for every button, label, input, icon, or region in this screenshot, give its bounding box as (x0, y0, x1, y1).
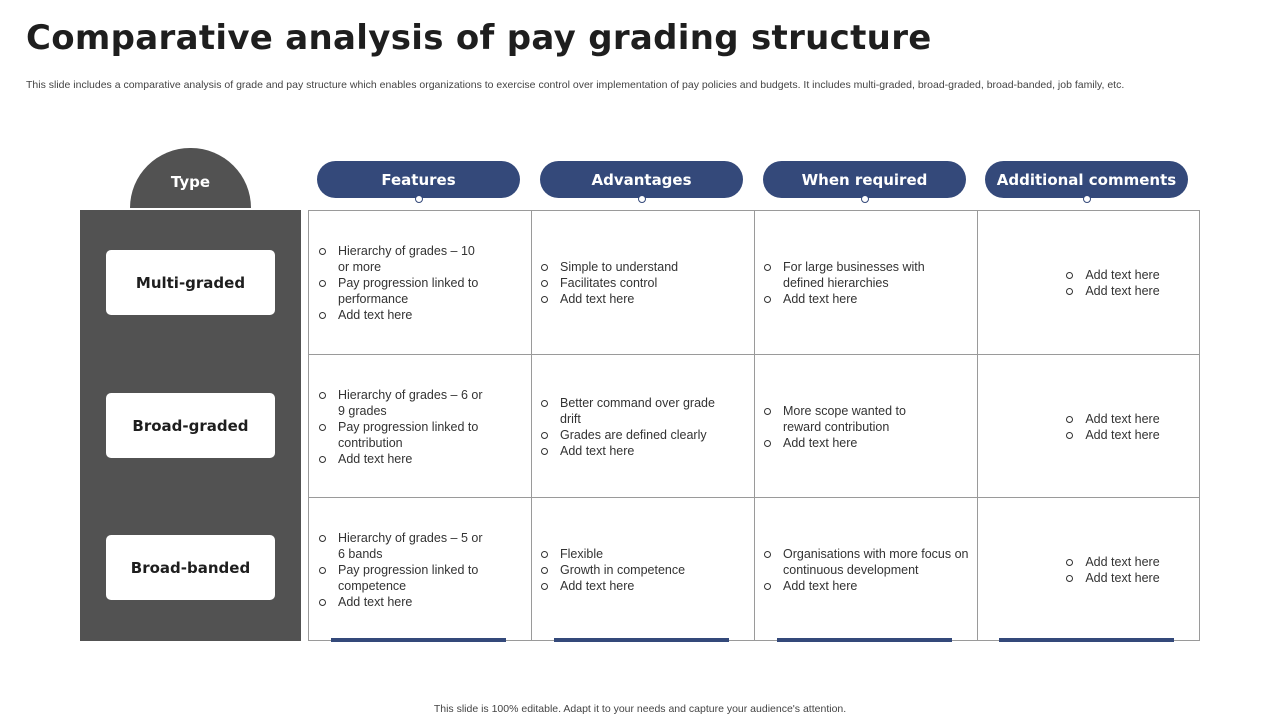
column-accent-bar (554, 638, 729, 642)
column-accent-bar (999, 638, 1174, 642)
column-header-additional-comments (985, 161, 1188, 198)
header-connector-dot (1083, 195, 1091, 203)
footer-note: This slide is 100% editable. Adapt it to your needs and capture your audience's attention. (433, 703, 847, 715)
list-item: Pay progression linked to contribution (319, 419, 489, 451)
type-box-broad-graded (106, 393, 275, 458)
type-box-broad-banded (106, 535, 275, 600)
page-subtitle: This slide includes a comparative analysis of grade and pay structure which enables organizations to exercise control over implementation of pay policies and budgets. It includes multi-graded, broad-graded, broad-banded, job family, etc. (26, 79, 1125, 91)
page-title: Comparative analysis of pay grading structure (26, 18, 932, 58)
column-accent-bar (331, 638, 506, 642)
list-item: Add text here (1066, 554, 1159, 570)
list-item: Add text here (319, 451, 489, 467)
list-item: Add text here (541, 291, 731, 307)
list-item: Hierarchy of grades – 5 or 6 bands (319, 530, 489, 562)
cell-multi-graded-when-required (754, 211, 976, 354)
list-item: Add text here (1066, 570, 1159, 586)
type-header-label: Type (170, 173, 211, 191)
cell-broad-banded-advantages (531, 498, 753, 641)
cell-multi-graded-comments (977, 211, 1199, 354)
list-item: Add text here (319, 307, 489, 323)
type-box-multi-graded (106, 250, 275, 315)
list-item: Simple to understand (541, 259, 731, 275)
header-connector-dot (638, 195, 646, 203)
column-accent-bar (777, 638, 952, 642)
cell-broad-graded-comments (977, 355, 1199, 498)
column-header-label: Advantages (591, 170, 692, 189)
list-item: For large businesses with defined hierarchies (764, 259, 959, 291)
list-item: Pay progression linked to performance (319, 275, 489, 307)
list-item: Pay progression linked to competence (319, 562, 489, 594)
list-item: Organisations with more focus on continuous development (764, 546, 969, 578)
cell-broad-graded-advantages (531, 355, 753, 498)
list-item: Add text here (764, 435, 924, 451)
cell-broad-banded-features (309, 498, 531, 641)
cell-multi-graded-advantages (531, 211, 753, 354)
column-header-features (317, 161, 520, 198)
header-connector-dot (861, 195, 869, 203)
cell-broad-graded-features (309, 355, 531, 498)
column-header-label: Additional comments (996, 170, 1177, 189)
column-header-label: When required (801, 170, 928, 189)
column-header-advantages (540, 161, 743, 198)
list-item: Flexible (541, 546, 731, 562)
list-item: Add text here (1066, 283, 1159, 299)
column-header-when-required (763, 161, 966, 198)
list-item: Better command over grade drift (541, 395, 731, 427)
type-header (130, 148, 251, 208)
list-item: Add text here (1066, 411, 1159, 427)
type-label: Broad-banded (130, 558, 251, 577)
list-item: Add text here (1066, 267, 1159, 283)
cell-broad-graded-when-required (754, 355, 976, 498)
cell-multi-graded-features (309, 211, 531, 354)
list-item: Grades are defined clearly (541, 427, 731, 443)
cell-broad-banded-when-required (754, 498, 976, 641)
list-item: Add text here (1066, 427, 1159, 443)
cell-broad-banded-comments (977, 498, 1199, 641)
list-item: Facilitates control (541, 275, 731, 291)
list-item: Add text here (541, 578, 731, 594)
header-connector-dot (415, 195, 423, 203)
column-header-label: Features (381, 170, 456, 189)
list-item: Add text here (319, 594, 489, 610)
list-item: More scope wanted to reward contribution (764, 403, 924, 435)
list-item: Add text here (764, 291, 959, 307)
list-item: Hierarchy of grades – 6 or 9 grades (319, 387, 489, 419)
list-item: Growth in competence (541, 562, 731, 578)
type-label: Multi-graded (135, 273, 246, 292)
type-label: Broad-graded (132, 416, 249, 435)
list-item: Hierarchy of grades – 10 or more (319, 243, 489, 275)
list-item: Add text here (541, 443, 731, 459)
list-item: Add text here (764, 578, 969, 594)
